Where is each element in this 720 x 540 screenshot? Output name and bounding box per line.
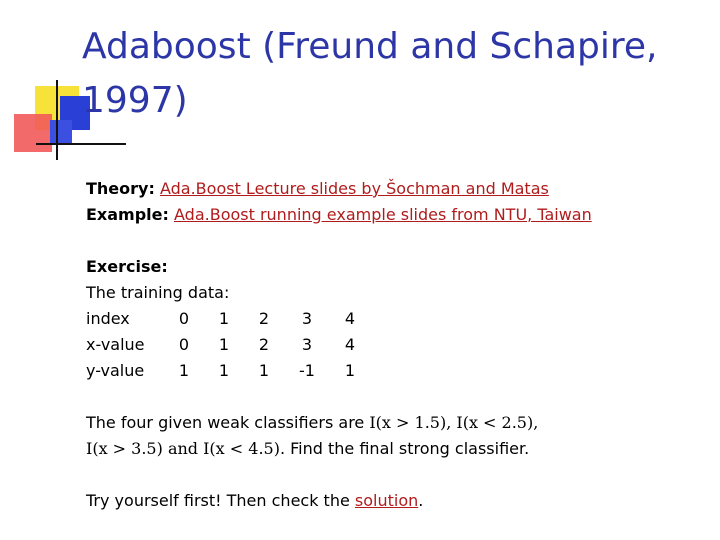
table-cell: 1 [218, 309, 230, 328]
table-cell: 2 [258, 335, 270, 354]
table-cell: 1 [344, 361, 356, 380]
table-row-label: x-value [86, 335, 145, 354]
table-cell: 1 [218, 361, 230, 380]
classifier-2: I(x < 2.5), [456, 413, 539, 432]
example-line [86, 202, 706, 228]
example-link[interactable]: Ada.Boost running example slides from NTU, Taiwan [174, 205, 592, 224]
classifiers-paragraph [86, 410, 706, 462]
table-cell: 1 [258, 361, 270, 380]
decor-red-square [14, 114, 52, 152]
example-label: Example: [86, 205, 169, 224]
table-cell: 1 [218, 335, 230, 354]
table-row-label: y-value [86, 361, 145, 380]
decor-horizontal-line [36, 143, 126, 145]
classifier-1: I(x > 1.5), [369, 413, 457, 432]
decor-blue-small-square [50, 120, 72, 144]
theory-label: Theory: [86, 179, 155, 198]
slide-title: Adaboost (Freund and Schapire, 1997) [82, 26, 658, 121]
table-cell: 3 [301, 309, 313, 328]
try-line [86, 488, 706, 514]
table-cell: 4 [344, 335, 356, 354]
spacer [86, 228, 706, 254]
theory-link[interactable]: Ada.Boost Lecture slides by Šochman and Matas [159, 179, 549, 198]
classifier-3: I(x > 3.5) and [86, 439, 204, 458]
try-end: . [418, 491, 424, 510]
decor-vertical-line [56, 80, 58, 160]
table-cell: -1 [299, 361, 315, 380]
classifier-4: I(x < 4.5). [203, 439, 291, 458]
exercise-heading: Exercise: [86, 257, 168, 276]
theory-line [86, 176, 706, 202]
classifiers-instruction: Find the final strong classifier. [290, 439, 530, 458]
training-data-table [86, 306, 706, 384]
table-row-label: index [86, 309, 130, 328]
exercise-intro: The training data: [86, 283, 230, 302]
spacer [86, 462, 706, 488]
table-cell: 3 [301, 335, 313, 354]
table-cell: 0 [178, 309, 190, 328]
table-cell: 4 [344, 309, 356, 328]
table-cell: 1 [178, 361, 190, 380]
try-text: Try yourself first! Then check the [86, 491, 355, 510]
solution-link[interactable]: solution [354, 491, 419, 510]
slide-content [86, 176, 706, 514]
table-cell: 0 [178, 335, 190, 354]
table-cell: 2 [258, 309, 270, 328]
classifiers-text: The four given weak classifiers are [86, 413, 370, 432]
spacer [86, 384, 706, 410]
